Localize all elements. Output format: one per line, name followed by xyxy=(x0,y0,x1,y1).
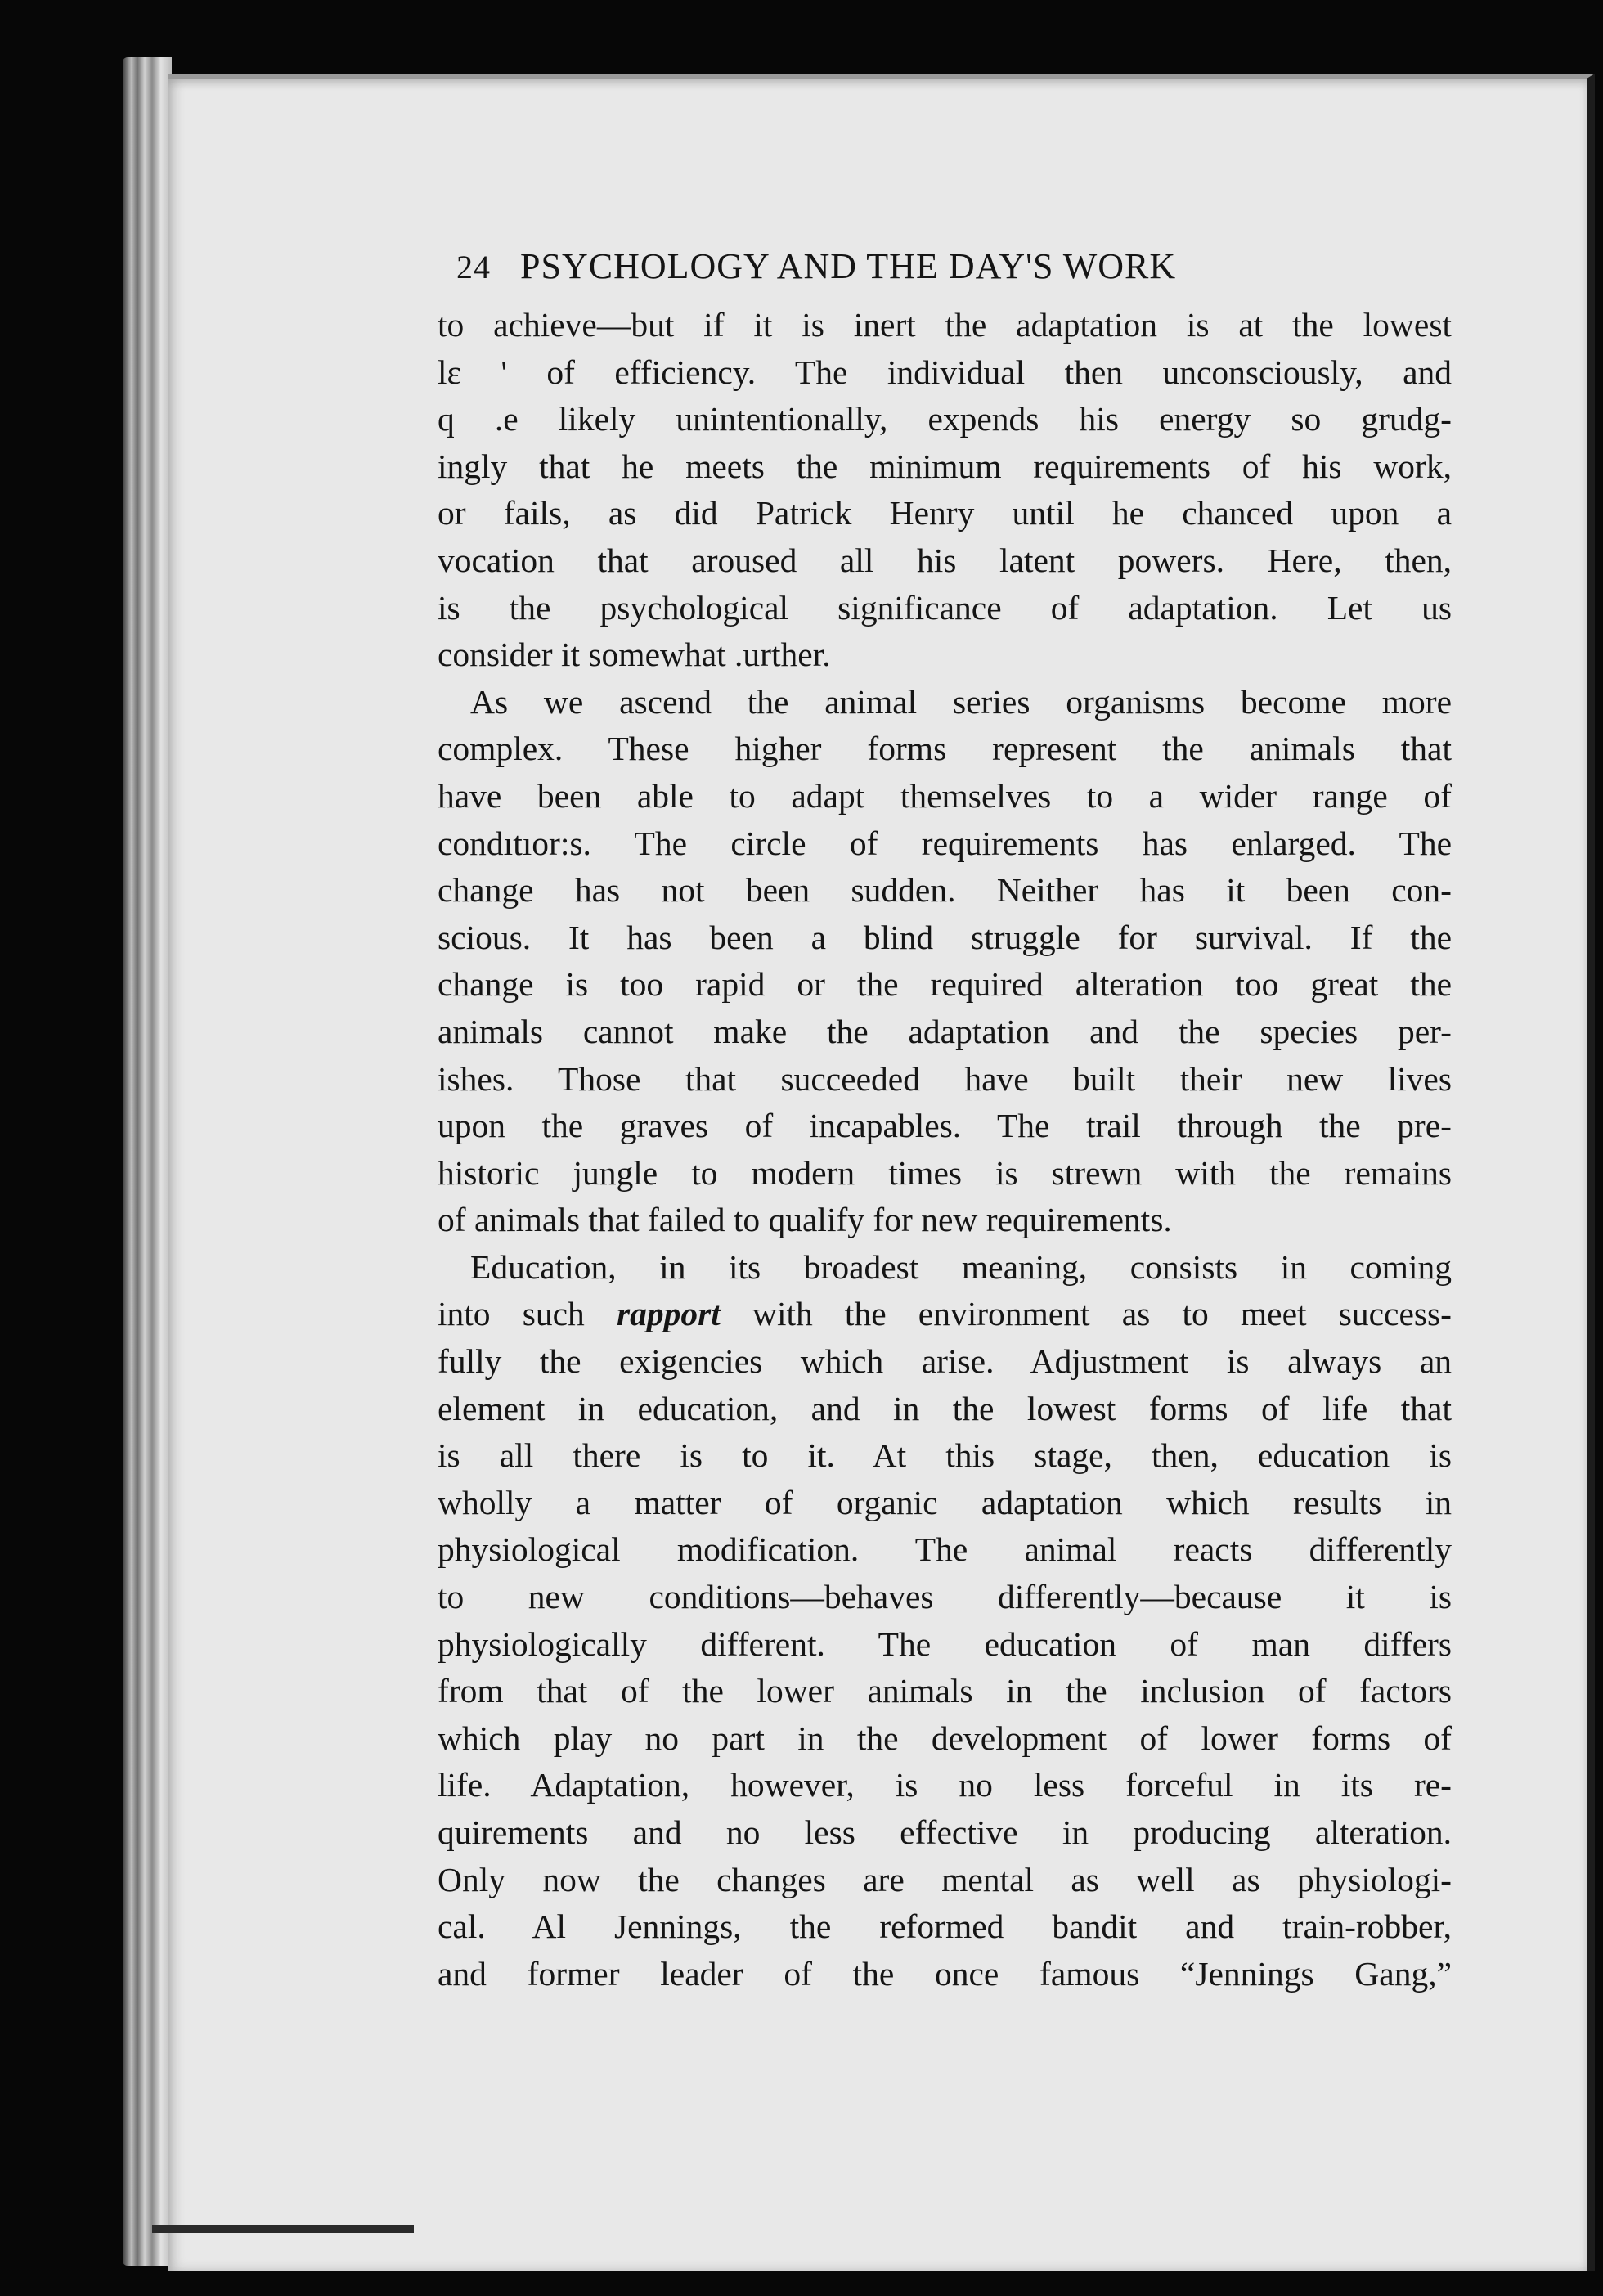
text-line: condıtıor:s. The circle of requirements has enlarged. The xyxy=(438,824,1452,862)
text-line: lε ' of efficiency. The individual then unconsciously, and xyxy=(438,353,1452,391)
text-line: As we ascend the animal series organisms become more xyxy=(470,682,1452,721)
running-head-title: PSYCHOLOGY AND THE DAY'S WORK xyxy=(520,246,1177,286)
text-line: physiological modification. The animal reacts differently xyxy=(438,1530,1452,1569)
page-edges xyxy=(123,57,172,2266)
text-line: and former leader of the once famous “Jennings Gang,” xyxy=(438,1954,1452,1993)
text-line: ingly that he meets the minimum requirements of his work, xyxy=(438,447,1452,485)
text-line: change is too rapid or the required alteration too great the xyxy=(438,965,1452,1004)
text-line: historic jungle to modern times is strewn with the remains xyxy=(438,1153,1452,1192)
text-line: is all there is to it. At this stage, then, education is xyxy=(438,1436,1452,1475)
text-line: which play no part in the development of lower forms of xyxy=(438,1719,1452,1757)
text-line: of animals that failed to qualify for new requirements. xyxy=(438,1201,1172,1239)
text-line: animals cannot make the adaptation and the species per- xyxy=(438,1012,1452,1050)
text-line: into such rapport with the environment as to meet success- xyxy=(438,1295,1452,1333)
text-line: or fails, as did Patrick Henry until he chanced upon a xyxy=(438,494,1452,532)
page-number: 24 xyxy=(456,249,491,285)
text-line: to new conditions—behaves differently—because it is xyxy=(438,1578,1452,1616)
text-line: scious. It has been a blind struggle for survival. If the xyxy=(438,918,1452,956)
page-text-block xyxy=(438,245,1452,1997)
text-line: vocation that aroused all his latent powers. Here, then, xyxy=(438,541,1452,579)
text-line: have been able to adapt themselves to a wider range of xyxy=(438,776,1452,815)
text-line: q .e likely unintentionally, expends his energy so grudg- xyxy=(438,400,1452,438)
text-line: fully the exigencies which arise. Adjustment is always an xyxy=(438,1342,1452,1381)
text-line: from that of the lower animals in the inclusion of factors xyxy=(438,1672,1452,1710)
body-text xyxy=(438,302,1452,1997)
text-line: life. Adaptation, however, is no less forceful in its re- xyxy=(438,1766,1452,1804)
text-line: consider it somewhat .urther. xyxy=(438,636,831,674)
text-line: upon the graves of incapables. The trail through the pre- xyxy=(438,1107,1452,1145)
text-line: cal. Al Jennings, the reformed bandit and train-robber, xyxy=(438,1907,1452,1946)
text-line: Only now the changes are mental as well as physiologi- xyxy=(438,1860,1452,1898)
text-line: complex. These higher forms represent the animals that xyxy=(438,730,1452,768)
text-line: element in education, and in the lowest forms of life that xyxy=(438,1389,1452,1427)
text-line: physiologically different. The education of man differs xyxy=(438,1624,1452,1663)
text-line: to achieve—but if it is inert the adaptation is at the lowest xyxy=(438,306,1452,344)
italic-word: rapport xyxy=(616,1295,721,1333)
text-line: ishes. Those that succeeded have built their new lives xyxy=(438,1059,1452,1098)
text-line: is the psychological significance of adaptation. Let us xyxy=(438,588,1452,627)
text-line: change has not been sudden. Neither has it been con- xyxy=(438,871,1452,910)
text-line: quirements and no less effective in producing alteration. xyxy=(438,1813,1452,1851)
running-head xyxy=(456,245,1452,287)
text-line: Education, in its broadest meaning, consists in coming xyxy=(470,1247,1452,1286)
text-line: wholly a matter of organic adaptation which results in xyxy=(438,1483,1452,1521)
spine-shadow xyxy=(152,2225,414,2233)
